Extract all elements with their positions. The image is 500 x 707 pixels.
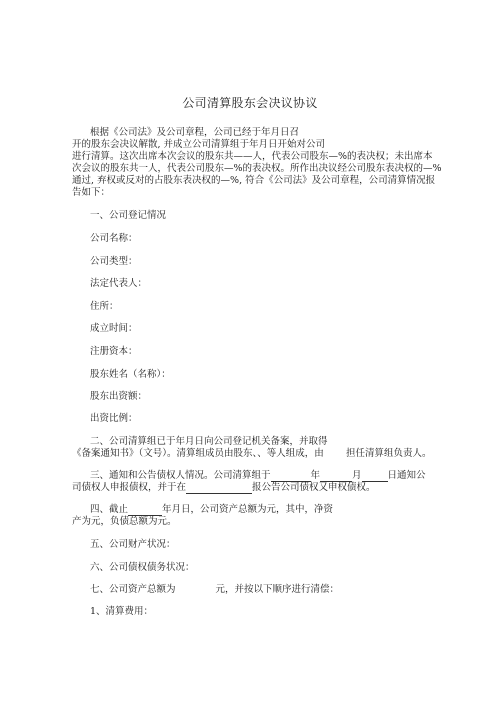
section-3-text-b: 日通知公	[387, 470, 426, 481]
section-7-line-1	[90, 584, 339, 596]
section-1-heading: 一、公司登记情况	[90, 210, 167, 221]
section-7-item-1: 1、清算费用：	[90, 606, 154, 617]
intro-line-5: 通过, 弃权或反对的占股东表决权的—%, 符合《公司法》及公司章程，公司清算情况报	[72, 175, 436, 186]
section-4-text-b: 年月日，公司资产总额为元，其中，净资	[162, 504, 334, 515]
section-5-heading: 五、公司财产状况：	[90, 539, 176, 550]
intro-line-2: 开的股东会决议解散, 并成立公司清算组于年月日开始对公司	[72, 139, 326, 150]
section-3-year: 年	[310, 470, 321, 481]
section-2-line-1: 二、公司清算组已于年月日向公司登记机关备案，并取得	[90, 436, 328, 447]
section-6-heading: 六、公司债权债务状况：	[90, 562, 195, 573]
intro-line-3: 进行清算。这次出席本次会议的股东共——人，代表公司股东—%的表决权；未出席本	[72, 151, 433, 162]
blank-month	[320, 471, 352, 482]
section-3-text-d: 报公告公司债权又申权债权。	[252, 482, 376, 493]
blank-newspaper	[186, 483, 252, 494]
field-capital-contribution: 股东出资额：	[90, 391, 148, 402]
section-3-text-c: 司债权人申报债权，并于在	[72, 482, 187, 493]
field-company-name: 公司名称：	[90, 233, 138, 244]
intro-line-1: 根据《公司法》及公司章程，公司已经于年月日召	[90, 127, 300, 138]
field-legal-representative: 法定代表人：	[90, 278, 148, 289]
section-7-text-b: 元，并按以下顺序进行清偿：	[215, 584, 340, 595]
field-registered-capital: 注册资本：	[90, 346, 138, 357]
section-2-line-2: 《备案通知书》（文号）。清算组成员由股东、、等人组成，由	[72, 448, 324, 459]
section-3-line-1	[90, 470, 426, 482]
section-2-line-3: 担任清算组负责人。	[346, 448, 432, 459]
section-4-text-a: 四、截止	[90, 504, 129, 515]
section-3-text-a: 三、通知和公告债权人情况。公司清算组于	[90, 470, 271, 481]
intro-line-6: 告如下：	[72, 187, 111, 198]
blank-year	[271, 471, 311, 482]
section-4-line-1	[90, 504, 333, 516]
section-3-month: 月	[352, 470, 362, 481]
field-contribution-ratio: 出资比例：	[90, 413, 138, 424]
section-3-line-2	[72, 482, 376, 494]
blank-day	[362, 471, 388, 482]
section-7-text-a: 七、公司资产总额为	[90, 584, 176, 595]
field-company-type: 公司类型：	[90, 256, 138, 267]
blank-deadline	[128, 505, 162, 516]
section-4-line-2: 产为元，负债总额为元。	[72, 516, 177, 527]
intro-line-4: 次会议的股东共一人，代表公司股东—%的表决权。所作出决议经公司股东表决权的—%	[72, 163, 442, 174]
document-title: 公司清算股东会决议协议	[182, 96, 318, 110]
field-founded-date: 成立时间：	[90, 323, 138, 334]
field-shareholder-name: 股东姓名（名称）：	[90, 369, 171, 380]
field-address: 住所：	[90, 301, 119, 312]
